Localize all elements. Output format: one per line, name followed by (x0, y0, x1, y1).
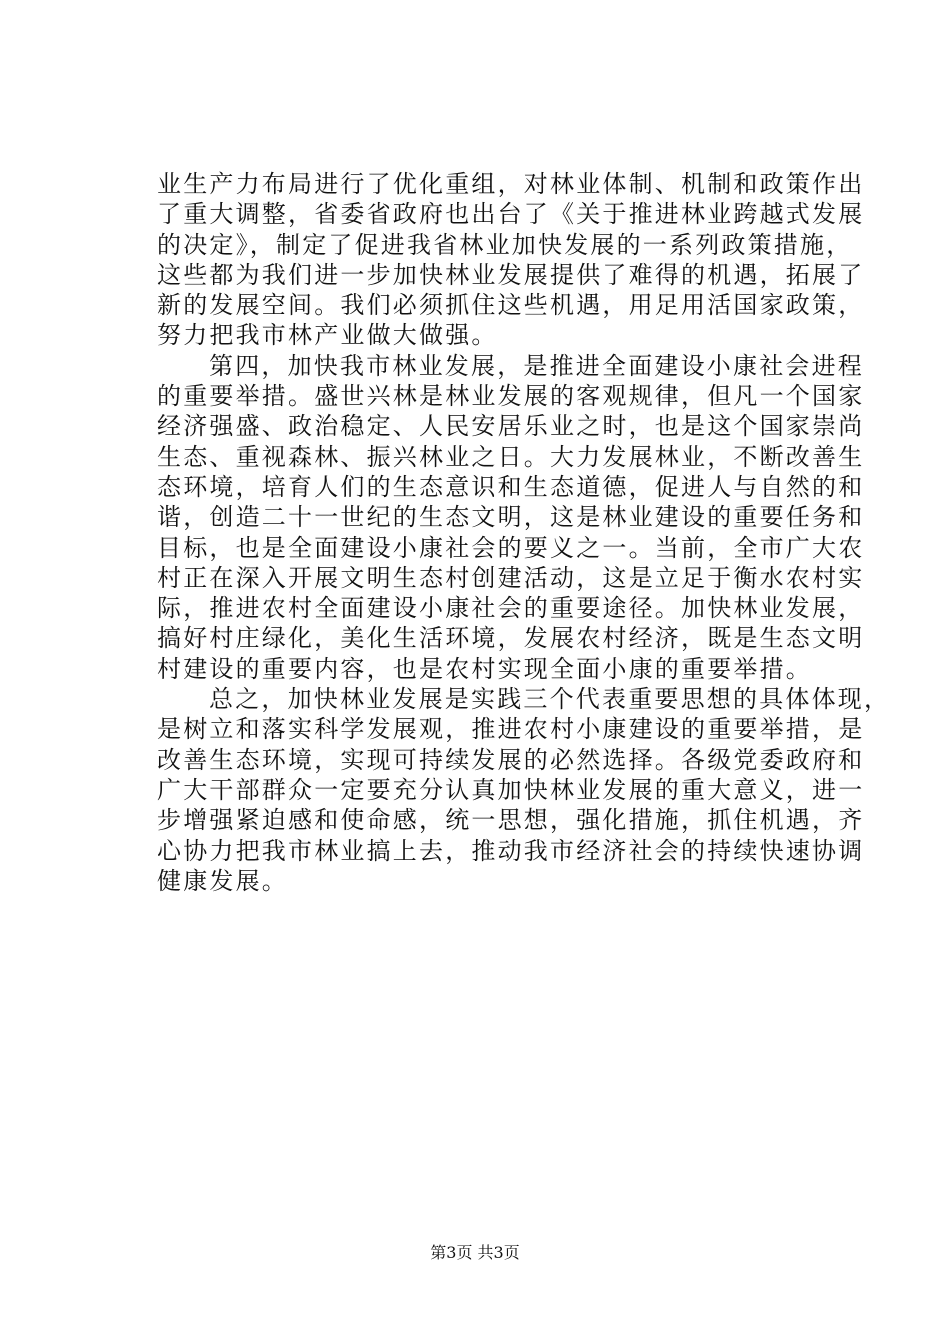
text-line: 的决定》，制定了促进我省林业加快发展的一系列政策措施， (157, 230, 853, 259)
text-line: 态环境，培育人们的生态意识和生态道德，促进人与自然的和 (157, 472, 865, 501)
text-line: 心协力把我市林业搞上去，推动我市经济社会的持续快速协调 (157, 836, 865, 865)
text-line: 的重要举措。盛世兴林是林业发展的客观规律，但凡一个国家 (157, 382, 865, 411)
paragraph-start-line: 第四，加快我市林业发展，是推进全面建设小康社会进程 (209, 351, 864, 380)
text-line: 谐，创造二十一世纪的生态文明，这是林业建设的重要任务和 (157, 503, 865, 532)
text-line: 是树立和落实科学发展观，推进农村小康建设的重要举措，是 (157, 715, 865, 744)
paragraph-start-line: 总之，加快林业发展是实践三个代表重要思想的具体体现， (209, 685, 891, 714)
text-line: 广大干部群众一定要充分认真加快林业发展的重大意义，进一 (157, 775, 865, 804)
body-text (157, 169, 891, 896)
text-line: 际，推进农村全面建设小康社会的重要途径。加快林业发展， (157, 594, 865, 623)
text-line: 努力把我市林产业做大做强。 (157, 321, 498, 350)
text-line: 改善生态环境，实现可持续发展的必然选择。各级党委政府和 (157, 745, 865, 774)
text-line: 目标，也是全面建设小康社会的要义之一。当前，全市广大农 (157, 533, 865, 562)
text-line: 了重大调整，省委省政府也出台了《关于推进林业跨越式发展 (157, 200, 865, 229)
text-line: 业生产力布局进行了优化重组，对林业体制、机制和政策作出 (157, 170, 865, 198)
text-line: 新的发展空间。我们必须抓住这些机遇，用足用活国家政策， (157, 291, 865, 320)
text-line: 这些都为我们进一步加快林业发展提供了难得的机遇，拓展了 (157, 260, 865, 289)
text-line: 村建设的重要内容，也是农村实现全面小康的重要举措。 (157, 654, 812, 683)
text-line: 村正在深入开展文明生态村创建活动，这是立足于衡水农村实 (157, 563, 865, 592)
text-line: 搞好村庄绿化，美化生活环境，发展农村经济，既是生态文明 (157, 624, 865, 653)
text-line: 经济强盛、政治稳定、人民安居乐业之时，也是这个国家崇尚 (157, 412, 865, 441)
page-number-footer: 第3页 共3页 (430, 1243, 520, 1262)
text-line: 健康发展。 (157, 866, 288, 895)
text-line: 步增强紧迫感和使命感，统一思想，强化措施，抓住机遇，齐 (157, 806, 865, 835)
text-line: 生态、重视森林、振兴林业之日。大力发展林业，不断改善生 (157, 442, 865, 471)
